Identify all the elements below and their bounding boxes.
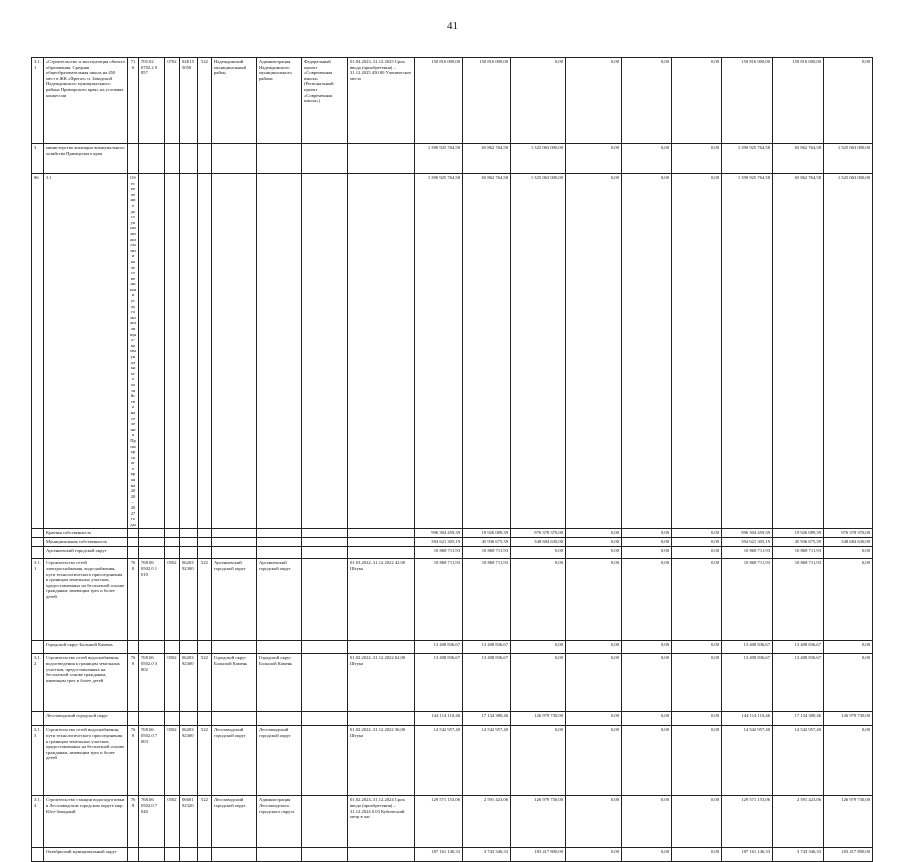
table-row	[32, 538, 873, 547]
table-cell	[165, 538, 180, 547]
table-cell	[180, 712, 198, 726]
table-cell	[348, 538, 415, 547]
table-cell	[302, 174, 348, 529]
table-cell	[348, 712, 415, 726]
table-cell: 0,00	[622, 654, 672, 712]
table-row	[32, 848, 873, 862]
table-cell: 14 542 957,40	[722, 726, 773, 796]
table-cell	[139, 641, 165, 654]
table-cell: 0,00	[566, 538, 622, 547]
table-cell: Лесозаводский городской округ	[257, 726, 302, 796]
table-cell	[32, 547, 44, 559]
table-row	[32, 547, 873, 559]
table-cell: 0,00	[511, 654, 566, 712]
table-cell	[257, 712, 302, 726]
table-cell	[165, 712, 180, 726]
table-cell: 45 936 675,39	[463, 538, 511, 547]
table-cell	[348, 144, 415, 174]
table-cell	[139, 712, 165, 726]
table-cell: 3 743 346,33	[463, 848, 511, 862]
table-cell: 0,00	[672, 848, 722, 862]
table-cell: 65 862 764,58	[463, 174, 511, 529]
table-cell: 0,00	[622, 726, 672, 796]
page-number: 41	[447, 20, 458, 32]
table-cell: 01.02.2023–31.12.2024 Срок ввода (приобретения) – 31.12.2024 0.03 Кубический метр в час	[348, 796, 415, 848]
table-cell: 3.1.1	[32, 559, 44, 641]
table-cell: 0502	[165, 796, 180, 848]
table-cell: 0,00	[622, 174, 672, 529]
table-cell: 144 114 110,46	[415, 712, 463, 726]
table-cell: 348 684 630,00	[824, 538, 873, 547]
table-cell: 0,00	[622, 559, 672, 641]
table-cell: Строительство станции водоподготовки в Лесозаводском городском округе мкр. Юго-Западный	[44, 796, 128, 848]
table-cell	[139, 538, 165, 547]
table-row	[32, 529, 873, 538]
table-cell	[212, 848, 257, 862]
table-cell: 150 816 000,00	[415, 58, 463, 144]
table-cell	[32, 848, 44, 862]
table-cell	[212, 174, 257, 529]
table-cell: 14 542 957,40	[463, 726, 511, 796]
table-cell	[180, 174, 198, 529]
table-cell: 0,00	[566, 726, 622, 796]
table-cell	[302, 848, 348, 862]
table-cell: 45 936 675,39	[773, 538, 824, 547]
table-cell	[302, 796, 348, 848]
table-row	[32, 174, 873, 529]
table-cell: Надеждинский муниципальный район	[212, 58, 257, 144]
table-cell: Арсеньевский городской округ	[44, 547, 128, 559]
table-cell: 10 868 711,93	[415, 547, 463, 559]
table-cell	[257, 848, 302, 862]
table-cell: Лесозаводский городской округ	[44, 712, 128, 726]
table-cell: 0,00	[824, 58, 873, 144]
table-cell: 183 417 800,00	[824, 848, 873, 862]
table-cell: Арсеньевский городской округ	[257, 559, 302, 641]
table-cell: 0,00	[566, 796, 622, 848]
table-cell	[139, 547, 165, 559]
table-cell: Городской округ Большой Камень	[44, 641, 128, 654]
table-cell	[302, 144, 348, 174]
table-cell: 3.1.1	[32, 58, 44, 144]
table-cell: 976 378 370,00	[824, 529, 873, 538]
table-cell	[302, 654, 348, 712]
table-cell	[128, 547, 139, 559]
table-cell: 126 979 730,00	[824, 712, 873, 726]
table-cell	[128, 144, 139, 174]
table-cell: 996 304 459,39	[722, 529, 773, 538]
table-cell	[302, 726, 348, 796]
table-cell: министерство жилищно-коммунального хозяйства Приморского края	[44, 144, 128, 174]
table-cell: 0,00	[824, 641, 873, 654]
table-cell: 768.06 0502.0 7 003	[139, 726, 165, 796]
table-cell	[180, 538, 198, 547]
table-cell: 187 161 146,33	[415, 848, 463, 862]
table-cell: 0,00	[566, 547, 622, 559]
table-cell: 522	[198, 796, 212, 848]
table-cell: 150 816 000,00	[463, 58, 511, 144]
table-cell: 3 743 346,33	[773, 848, 824, 862]
table-cell	[348, 174, 415, 529]
table-cell: 0,00	[672, 796, 722, 848]
table-cell: 0,00	[622, 641, 672, 654]
table-cell: 3.1	[44, 174, 128, 529]
table-cell	[139, 144, 165, 174]
table-cell	[165, 848, 180, 862]
table-cell: 0,00	[672, 641, 722, 654]
table-cell: 65 862 764,58	[773, 144, 824, 174]
table-cell: 522	[198, 58, 212, 144]
table-cell	[198, 547, 212, 559]
table-cell	[212, 712, 257, 726]
table-cell: 0,00	[566, 58, 622, 144]
table-cell: 10 868 711,93	[773, 547, 824, 559]
table-cell: 0,00	[566, 848, 622, 862]
table-cell: 0702	[165, 58, 180, 144]
table-cell	[180, 547, 198, 559]
table-cell	[32, 538, 44, 547]
table-cell: 0502	[165, 654, 180, 712]
table-cell: 348 684 630,00	[511, 538, 566, 547]
table-cell: 3.1.2	[32, 654, 44, 712]
table-cell: 06203 92300	[180, 654, 198, 712]
table-cell	[32, 641, 44, 654]
table-cell: 0,00	[672, 174, 722, 529]
table-cell: 0,00	[566, 559, 622, 641]
table-cell: 10 868 711,93	[722, 559, 773, 641]
table-cell: 19 926 089,39	[463, 529, 511, 538]
table-cell: 0,00	[566, 144, 622, 174]
table-cell: 10 868 711,93	[463, 547, 511, 559]
table-cell: 187 161 146,33	[722, 848, 773, 862]
table-cell: 996 304 459,39	[415, 529, 463, 538]
table-cell: 0,00	[672, 559, 722, 641]
table-cell: 0,00	[566, 654, 622, 712]
table-cell: 129 571 153,06	[722, 796, 773, 848]
table-cell: 0,00	[672, 529, 722, 538]
table-cell: 126 979 730,00	[511, 796, 566, 848]
table-cell	[165, 174, 180, 529]
table-cell: 394 621 305,19	[415, 538, 463, 547]
table-cell	[212, 529, 257, 538]
table-cell: 13 408 836,67	[463, 641, 511, 654]
table-cell: 768	[128, 726, 139, 796]
table-cell	[32, 529, 44, 538]
table-cell: Октябрьский муниципальный округ	[44, 848, 128, 862]
table-cell: 13 408 836,67	[415, 641, 463, 654]
table-cell	[212, 547, 257, 559]
table-cell: Администрация Надеждинского муниципального района	[257, 58, 302, 144]
table-cell: 0,00	[672, 144, 722, 174]
table-cell: 13 408 836,67	[773, 641, 824, 654]
table-cell: 14 542 957,40	[773, 726, 824, 796]
table-cell	[212, 641, 257, 654]
table-cell: 0,00	[824, 559, 873, 641]
table-cell: 0,00	[511, 547, 566, 559]
table-cell: 183 417 800,00	[511, 848, 566, 862]
table-cell	[198, 641, 212, 654]
table-cell: 86	[32, 174, 44, 529]
table-cell: 3	[32, 144, 44, 174]
table-cell: 716	[128, 58, 139, 144]
table-cell	[198, 538, 212, 547]
table-cell	[198, 174, 212, 529]
table-cell: 13 408 836,67	[773, 654, 824, 712]
table-cell: 06601 92320	[180, 796, 198, 848]
table-cell	[180, 529, 198, 538]
table-row	[32, 712, 873, 726]
table-cell	[32, 712, 44, 726]
table-cell: 13 408 836,67	[722, 654, 773, 712]
table-cell: 1 325 063 000,00	[824, 174, 873, 529]
table-cell: 01.04.2023–31.12.2025 Срок ввода (приобретения) – 31.12.2025 450.00 Ученическое место	[348, 58, 415, 144]
table-cell	[165, 144, 180, 174]
table-row	[32, 796, 873, 848]
table-cell	[139, 848, 165, 862]
table-cell: 0,00	[672, 58, 722, 144]
table-cell: 65 862 764,58	[463, 144, 511, 174]
table-cell: 0,00	[511, 58, 566, 144]
table-cell	[180, 641, 198, 654]
table-cell	[165, 641, 180, 654]
table-cell: 0,00	[511, 726, 566, 796]
table-cell	[180, 144, 198, 174]
table-cell: Строительство сетей водоснабжения, пути технологического присоединения к границам земельных участков, предоставленных на бесплатной основе гражданам, имеющим трех и более детей	[44, 726, 128, 796]
table-cell: 1 390 925 764,58	[722, 144, 773, 174]
table-cell: 10 868 711,93	[722, 547, 773, 559]
table-cell: 02Е15 5050	[180, 58, 198, 144]
table-cell: 0,00	[622, 58, 672, 144]
table-cell: Краевая собственность	[44, 529, 128, 538]
table-cell: 768.06 0502.0 1 010	[139, 559, 165, 641]
table-cell: Строительство сетей электроснабжения, водоснабжения, пути технологического присоединения к границам земельных участков, предоставленных на бесплатной основе гражданам, имеющим трех и более детей	[44, 559, 128, 641]
table-row	[32, 654, 873, 712]
table-cell: 01.03.2022–31.12.2022 42.00 Штука	[348, 559, 415, 641]
table-cell: 150 816 000,00	[722, 58, 773, 144]
table-cell	[257, 174, 302, 529]
table-cell	[198, 848, 212, 862]
table-cell: 705.02 0702.2 0 857	[139, 58, 165, 144]
table-cell: 2 591 423,06	[463, 796, 511, 848]
table-cell: 768	[128, 559, 139, 641]
table-cell	[348, 547, 415, 559]
table-cell	[198, 712, 212, 726]
table-row	[32, 559, 873, 641]
table-cell: Городской округ Большой Камень	[212, 654, 257, 712]
table-cell	[302, 712, 348, 726]
table-cell: 394 621 305,19	[722, 538, 773, 547]
table-cell: 17 134 380,46	[463, 712, 511, 726]
table-cell: Арсеньевский городской округ	[212, 559, 257, 641]
table-cell: 1 390 925 764,58	[722, 174, 773, 529]
table-cell: 0,00	[566, 712, 622, 726]
table-cell: 10 868 711,93	[463, 559, 511, 641]
table-cell	[128, 712, 139, 726]
table-cell: Лесозаводский городской округ	[212, 796, 257, 848]
table-cell	[128, 848, 139, 862]
table-cell: 0,00	[566, 641, 622, 654]
table-cell	[128, 641, 139, 654]
table-row	[32, 58, 873, 144]
table-cell: Лесозаводский городской округ	[212, 726, 257, 796]
table-cell	[257, 144, 302, 174]
table-cell	[198, 529, 212, 538]
table-cell: 14 542 957,40	[415, 726, 463, 796]
table-cell	[257, 547, 302, 559]
table-cell: 768.06 0502.0 7 040	[139, 796, 165, 848]
table-cell: 0,00	[824, 654, 873, 712]
table-cell	[257, 529, 302, 538]
table-cell: 976 378 370,00	[511, 529, 566, 538]
table-cell: Обеспечение доступными жилыми и качественными услугами жилищно-коммунального хозяйства населения Приморского края на 2020–2027 годы	[128, 174, 139, 529]
table-cell: Муниципальная собственность	[44, 538, 128, 547]
table-cell: 10 868 711,93	[415, 559, 463, 641]
table-cell: 0,00	[566, 174, 622, 529]
table-cell: 0,00	[622, 547, 672, 559]
table-cell: 10 868 711,93	[773, 559, 824, 641]
table-cell: 126 979 730,00	[824, 796, 873, 848]
table-cell	[128, 529, 139, 538]
table-cell: 1 325 063 000,00	[511, 144, 566, 174]
table-cell: 1 325 063 000,00	[511, 174, 566, 529]
table-cell	[139, 529, 165, 538]
table-cell: 0,00	[566, 529, 622, 538]
table-cell	[302, 641, 348, 654]
table-cell	[348, 848, 415, 862]
table-cell: 13 408 836,67	[463, 654, 511, 712]
table-cell	[165, 529, 180, 538]
table-cell: 0,00	[511, 559, 566, 641]
table-cell: Городской округ Большой Камень	[257, 654, 302, 712]
table-cell: 0,00	[622, 848, 672, 862]
table-cell: 0,00	[622, 712, 672, 726]
table-cell: 0,00	[672, 654, 722, 712]
table-cell: 2 591 423,06	[773, 796, 824, 848]
table-cell	[257, 538, 302, 547]
table-cell: 1 390 925 764,58	[415, 174, 463, 529]
table-cell	[257, 641, 302, 654]
table-cell: 19 926 089,39	[773, 529, 824, 538]
table-cell: 522	[198, 559, 212, 641]
table-cell	[139, 174, 165, 529]
table-cell: 13 408 836,67	[415, 654, 463, 712]
table-cell: 144 114 110,46	[722, 712, 773, 726]
table-cell	[302, 529, 348, 538]
table-cell: 768.06 0502.0 3 802	[139, 654, 165, 712]
table-cell	[302, 538, 348, 547]
table-cell	[198, 144, 212, 174]
table-cell: 0,00	[672, 538, 722, 547]
table-cell: 0502	[165, 559, 180, 641]
table-cell: 150 816 000,00	[773, 58, 824, 144]
table-cell: 522	[198, 726, 212, 796]
table-cell: 0,00	[511, 641, 566, 654]
table-cell: 126 979 730,00	[511, 712, 566, 726]
table-cell: 01.02.2022–31.12.2022 36.00 Штука	[348, 726, 415, 796]
table-cell: 129 571 153,06	[415, 796, 463, 848]
table-cell: 06203 92300	[180, 726, 198, 796]
table-cell: Федеральный проект «Современная школа» (Региональный проект «Современная школа»)	[302, 58, 348, 144]
table-cell: 522	[198, 654, 212, 712]
table-cell: 0,00	[622, 529, 672, 538]
table-cell: 1 325 063 000,00	[824, 144, 873, 174]
table-cell: 0,00	[824, 547, 873, 559]
table-cell: 0,00	[622, 796, 672, 848]
table-cell: 768	[128, 796, 139, 848]
table-cell: 01.02.2022–31.12.2022 62.00 Штука	[348, 654, 415, 712]
table-cell	[348, 529, 415, 538]
table-row	[32, 641, 873, 654]
table-cell: 0502	[165, 726, 180, 796]
table-cell: 13 408 836,67	[722, 641, 773, 654]
table-cell: «Строительство и эксплуатация объекта образования. Средняя общеобразовательная школа на 450 мест в ЖК «Фрегат» п. Заводской Надеждинского муниципального района Приморского края» на условиях концессии	[44, 58, 128, 144]
budget-table	[31, 57, 873, 862]
table-cell: 06203 92300	[180, 559, 198, 641]
table-cell: 0,00	[622, 144, 672, 174]
table-row	[32, 726, 873, 796]
table-cell	[348, 641, 415, 654]
table-cell	[212, 144, 257, 174]
table-cell: 0,00	[672, 547, 722, 559]
table-cell: 0,00	[672, 726, 722, 796]
table-cell: 3.1.4	[32, 796, 44, 848]
table-cell: 17 134 380,46	[773, 712, 824, 726]
table-cell	[302, 559, 348, 641]
table-row	[32, 144, 873, 174]
table-cell: 65 862 764,58	[773, 174, 824, 529]
table-cell	[212, 538, 257, 547]
table-cell	[180, 848, 198, 862]
table-cell: 3.1.3	[32, 726, 44, 796]
table-cell	[128, 538, 139, 547]
table-cell: 0,00	[622, 538, 672, 547]
table-cell: 0,00	[672, 712, 722, 726]
table-cell: 1 390 925 764,58	[415, 144, 463, 174]
table-cell: 768	[128, 654, 139, 712]
table-cell	[165, 547, 180, 559]
table-cell: 0,00	[824, 726, 873, 796]
table-cell: Строительство сетей водоснабжения, водоотведения к границам земельных участков, предоставленных на бесплатной основе гражданам, имеющим трех и более детей	[44, 654, 128, 712]
table-cell: Администрация Лесозаводского городского округа	[257, 796, 302, 848]
table-cell	[302, 547, 348, 559]
